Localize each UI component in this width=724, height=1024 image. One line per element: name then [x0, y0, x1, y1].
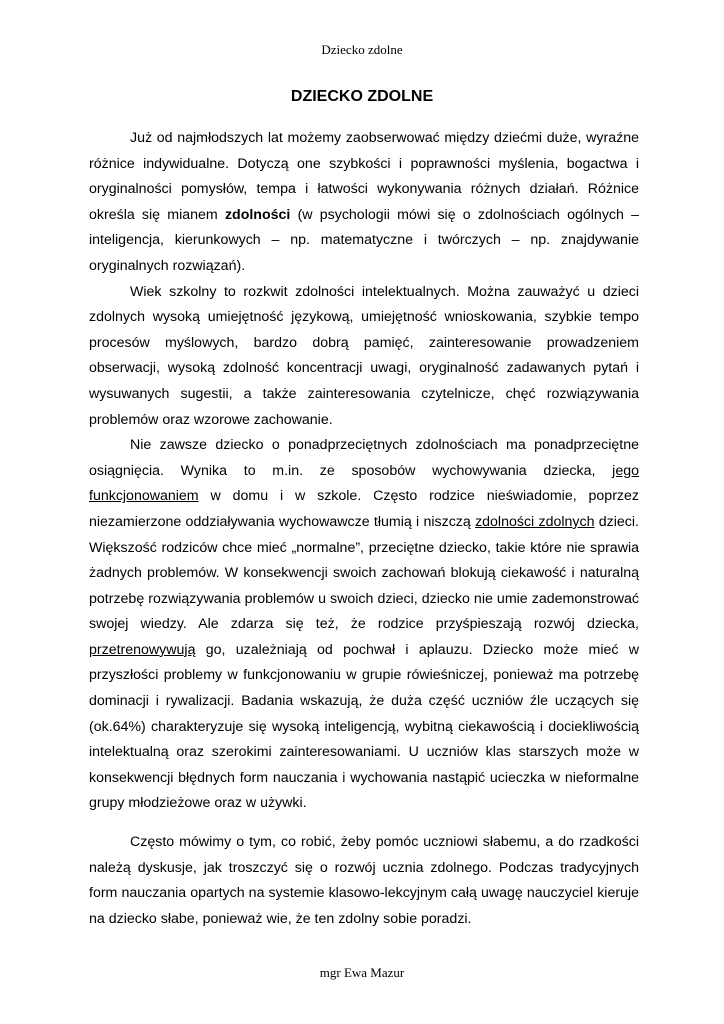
paragraph-3-underlined-2: zdolności zdolnych [475, 513, 595, 530]
paragraph-3-text-a: Nie zawsze dziecko o ponadprzeciętnych zdolnościach ma ponadprzeciętne osiągnięcia. Wynika to m.in. ze sposobów wychowywania dziecka, [89, 437, 639, 479]
paragraph-4 [89, 830, 639, 932]
document-body [89, 126, 639, 932]
paragraph-1-text-c: (w psychologii mówi się o zdolnościach ogólnych – inteligencja, kierunkowych – np. matematyczne i twórczych – np. znajdywanie oryginalnych rozwiązań). [89, 206, 639, 274]
paragraph-2 [89, 280, 639, 434]
paragraph-1-bold-term: zdolności [224, 206, 291, 223]
paragraph-2-text: Wiek szkolny to rozkwit zdolności intelektualnych. Można zauważyć u dzieci zdolnych wysoką umiejętność językową, umiejętność wnioskowania, szybkie tempo procesów myślowych, bardzo dobrą pamięć, zainteresowanie prowadzeniem obserwacji, wysoką zdolność koncentracji uwagi, oryginalność zadawanych pytań i wysuwanych sugestii, a także zainteresowania czytelnicze, chęć rozwiązywania problemów oraz wzorowe zachowanie. [89, 283, 639, 428]
paragraph-1 [89, 126, 639, 280]
paragraph-3-text-b: w domu i w szkole. Często rodzice nieświadomie, poprzez niezamierzone oddziaływania wychowawcze tłumią i niszczą [89, 488, 639, 530]
paragraph-4-text: Często mówimy o tym, co robić, żeby pomóc uczniowi słabemu, a do rzadkości należą dyskusje, jak troszczyć się o rozwój ucznia zdolnego. Podczas tradycyjnych form nauczania opartych na systemie klasowo-lekcyjnym całą uwagę nauczyciel kieruje na dziecko słabe, ponieważ wie, że ten zdolny sobie poradzi. [89, 834, 639, 927]
page-footer: mgr Ewa Mazur [319, 965, 405, 980]
paragraph-1-text-a: Już od najmłodszych lat możemy zaobserwować między dziećmi duże, wyraźne różnice indywidualne. Dotyczą one szybkości i poprawności myślenia, bogactwa i oryginalności pomysłów, tempa i łatwości wykonywania różnych działań. Różnice określa się mianem [89, 130, 639, 223]
paragraph-3-text-c: dzieci. Większość rodziców chce mieć „normalne”, przeciętne dziecko, takie które nie sprawia żadnych problemów. W konsekwencji swoich zachowań blokują ciekawość i naturalną potrzebę rozwiązywania problemów u swoich dzieci, dziecko nie umie zademonstrować swojej wiedzy. Ale zdarza się też, że rodzice przyśpieszają rozwój dziecka, [89, 513, 639, 633]
running-header: Dziecko zdolne [321, 42, 403, 57]
paragraph-3 [89, 433, 639, 817]
paragraph-3-underlined-3: przetrenowywują [89, 641, 196, 658]
document-title: DZIECKO ZDOLNE [290, 88, 434, 105]
paragraph-3-text-d: go, uzależniają od pochwał i aplauzu. Dziecko może mieć w przyszłości problemy w funkcjonowaniu w grupie rówieśniczej, ponieważ ma potrzebę dominacji i rywalizacji. Badania wskazują, że duża część uczniów źle uczących się (ok.64%) charakteryzuje się wysoką inteligencją, wybitną ciekawością i dociekliwością intelektualną oraz szerokimi zainteresowaniami. U uczniów klas starszych może w konsekwencji błędnych form nauczania i wychowania nastąpić ucieczka w nieformalne grupy młodzieżowe oraz w używki. [89, 641, 639, 812]
paragraph-3-underlined-1: jego funkcjonowaniem [89, 462, 639, 505]
